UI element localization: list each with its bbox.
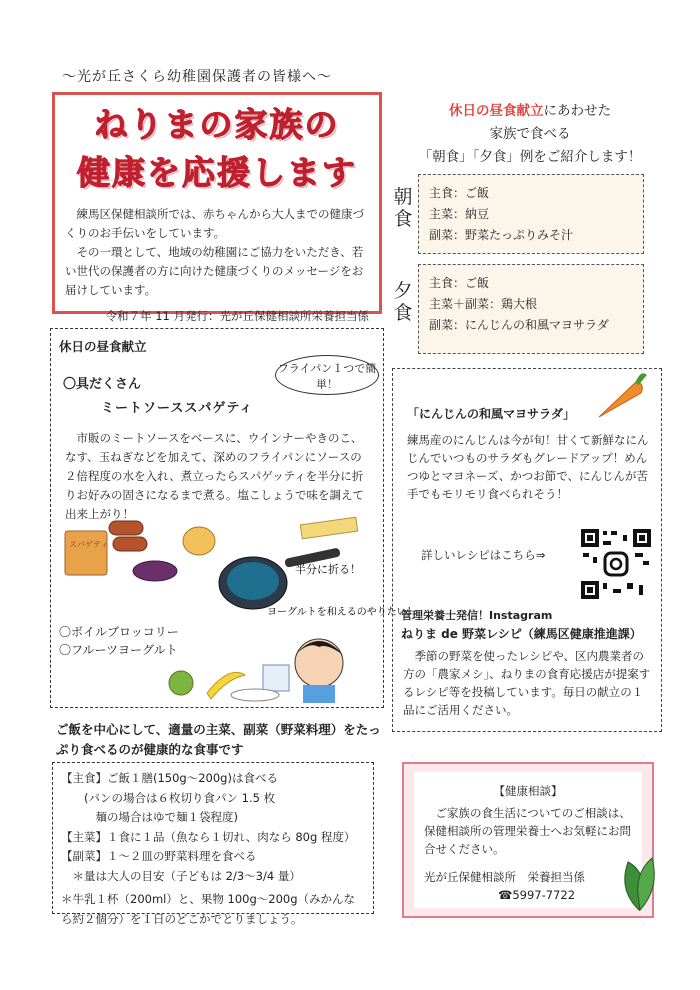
intro-text-1: 練馬区保健相談所では、赤ちゃんから大人までの健康づくりのお手伝いをしています。 [65,207,364,240]
dish-fruit-yogurt: 〇フルーツヨーグルト [59,643,178,657]
breakfast-label: 朝食 [393,186,413,230]
dish-broccoli: 〇ボイルブロッコリー [59,625,179,639]
dinner-box [418,264,644,354]
pasta-package-icon [65,531,108,575]
breakfast-item: 主食：ご飯 [429,186,490,200]
menu-intro-line2: 家族で食べる [489,126,571,142]
portion-line: ＊量は大人の目安（子どもは 2/3〜3/4 量） [61,868,301,883]
spaghetti-recipe: 市販のミートソースをベースに、ウインナーやきのこ、なす、玉ねぎなどを加えて、深めのフライパンにソースの２倍程度の水を入れ、煮立ったらスパゲッティを半分に折りお好みの固さになるまで煮る。塩こしょうで味を調えて出来上がり！ [65,431,364,521]
dish-spaghetti-line1: 〇具だくさん [63,377,142,392]
kiwi-icon [169,671,193,695]
instagram-account-title: ねりま de 野菜レシピ（練馬区健康推進課） [401,627,642,641]
carrot-salad-title: 「にんじんの和風マヨサラダ」 [407,407,575,421]
fold-note: 半分に折る！ [295,563,361,576]
pasta-package-label: スパゲティ [69,540,109,549]
main-title-line1: ねりまの家族の [94,105,340,144]
lunch-box [50,328,417,708]
office-name: 光が丘保健相談所 栄養担当係 [424,870,585,884]
dish-spaghetti-line2: ミートソーススパゲティ [101,401,254,416]
portion-guide-box [52,762,374,926]
menu-intro-rest: にあわせた [543,103,611,119]
publication-date: 令和７年 11 月発行：光が丘保健相談所栄養担当係 [105,309,369,323]
menu-intro-highlight: 休日の昼食献立 [449,103,544,119]
cooking-illustration [57,515,417,705]
carrot-salad-text: 練馬産のにんじんは今が旬！甘くて新鮮なにんじんでいつものサラダもグレードアップ！めんつゆとマヨネーズ、かつお節で、にんじんが苦手でもモリモリ食べられそう！ [407,433,649,501]
lunch-title: 休日の昼食献立 [59,339,147,354]
spinach-icon [614,850,664,914]
phone-number: ☎5997-7722 [498,888,576,902]
frying-pan-icon [219,547,341,609]
speech-bubble: フライパン１つで簡単！ [275,355,379,395]
yogurt-note: ヨーグルトを和えるのやりたい！ [267,607,417,618]
main-title-line2: 健康を応援します [77,153,357,192]
dinner-item: 主食：ご飯 [429,276,490,290]
menu-intro [400,100,660,169]
intro-text-2: その一環として、地域の幼稚園にご協力をいただき、若い世代の保護者の方に向けた健康づくりのメッセージをお届けしています。 [65,245,364,297]
dinner-item: 主菜＋副菜：鶏大根 [429,297,538,311]
consultation-title: 【健康相談】 [493,784,563,798]
dinner-label: 夕食 [393,280,413,324]
spaghetti-icon [300,517,357,539]
portion-line: 麺の場合はゆで麺１袋程度) [61,810,238,824]
balanced-meal-heading: ご飯を中心にして、適量の主菜、副菜（野菜料理）をたっぷり食べるのが健康的な食事です [56,722,381,757]
breakfast-item: 副菜：野菜たっぷりみそ汁 [429,228,574,242]
title-box [52,92,382,323]
qr-code-icon[interactable] [579,527,653,601]
portion-line: 【主食】ご飯１膳(150g〜200g)は食べる [61,771,278,785]
carrot-salad-panel [392,368,662,732]
consultation-text: ご家族の食生活についてのご相談は、保健相談所の管理栄養士へお気軽にお問合せください。 [424,806,631,856]
child-icon [295,639,343,703]
carrot-icon [589,367,651,425]
instagram-heading: 管理栄養士発信！Instagram [401,609,553,622]
portion-line: 【主菜】１食に１品（魚なら１切れ、肉なら 80g 程度） [61,829,356,844]
greeting: 〜光が丘さくら幼稚園保護者の皆様へ〜 [62,69,332,85]
breakfast-item: 主菜：納豆 [429,207,490,221]
eggplant-icon [133,561,177,581]
sausage-icon [109,521,147,551]
breakfast-box [418,174,644,254]
instagram-description: 季節の野菜を使ったレシピや、区内農業者の方の「農家メシ」、ねりまの食育応援店が提案するレシピ等を投稿しています。毎日の献立の１品にご活用ください。 [403,649,651,717]
menu-intro-line3: 「朝食」「夕食」例をご紹介します！ [418,149,642,165]
recipe-link[interactable]: 詳しいレシピはこちら⇒ [421,548,546,562]
portion-line: 【副菜】１〜２皿の野菜料理を食べる [61,849,257,863]
dinner-item: 副菜：にんじんの和風マヨサラダ [429,318,609,332]
onion-icon [183,527,215,555]
portion-line: ＊牛乳１杯（200ml）と、果物 100g〜200g（みかんなら約２個分）を１日のどこかでとりましょう。 [61,892,356,926]
yogurt-cup-icon [231,665,289,701]
portion-line: (パンの場合は６枚切り食パン 1.5 枚 [61,790,276,805]
